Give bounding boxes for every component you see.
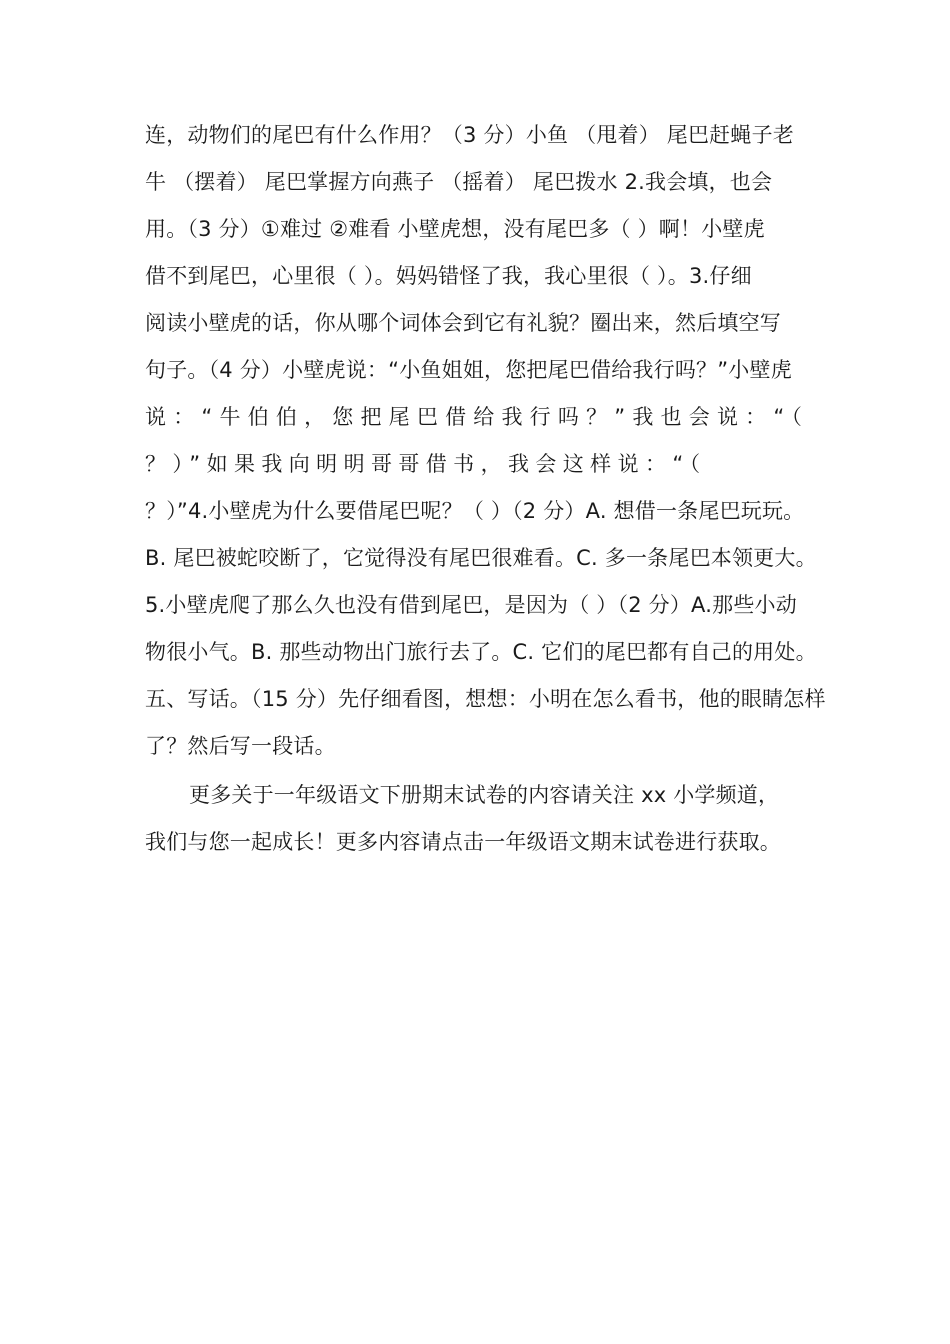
text-line: 阅读小壁虎的话，你从哪个词体会到它有礼貌？圈出来，然后填空写 [145,311,781,335]
text-line: B. 尾巴被蛇咬断了，它觉得没有尾巴很难看。C. 多一条尾巴本领更大。 [145,546,817,570]
text-line: 用。（3 分）①难过 ②难看 小壁虎想，没有尾巴多（ ）啊！小壁虎 [145,217,765,241]
text-line: 五、写话。（15 分）先仔细看图，想想：小明在怎么看书，他的眼睛怎样 [145,687,826,711]
text-line: 说：“牛伯伯，您把尾巴借给我行吗？”我也会说：“（ [145,405,810,429]
text-line: 牛 （摆着） 尾巴掌握方向燕子 （摇着） 尾巴拨水 2.我会填，也会 [145,170,773,194]
text-line: 5.小壁虎爬了那么久也没有借到尾巴，是因为（ ）（2 分）A.那些小动 [145,593,797,617]
footer-text-line: 我们与您一起成长！更多内容请点击一年级语文期末试卷进行获取。 [145,830,781,854]
text-line: 借不到尾巴，心里很（ ）。妈妈错怪了我，我心里很（ ）。3.仔细 [145,264,752,288]
text-line: ？）”4.小壁虎为什么要借尾巴呢？（ ）（2 分）A. 想借一条尾巴玩玩。 [145,499,805,523]
footer-text-line: 更多关于一年级语文下册期末试卷的内容请关注 xx 小学频道， [189,783,780,807]
text-line: 了？然后写一段话。 [145,734,336,758]
text-line: ？）”如果我向明明哥哥借书，我会这样说：“（ [145,452,707,476]
document-body [145,112,825,866]
text-line: 句子。（4 分）小壁虎说：“小鱼姐姐，您把尾巴借给我行吗？”小壁虎 [145,358,792,382]
text-line: 连，动物们的尾巴有什么作用？（3 分）小鱼 （甩着） 尾巴赶蝇子老 [145,123,794,147]
text-line: 物很小气。B. 那些动物出门旅行去了。C. 它们的尾巴都有自己的用处。 [145,640,817,664]
